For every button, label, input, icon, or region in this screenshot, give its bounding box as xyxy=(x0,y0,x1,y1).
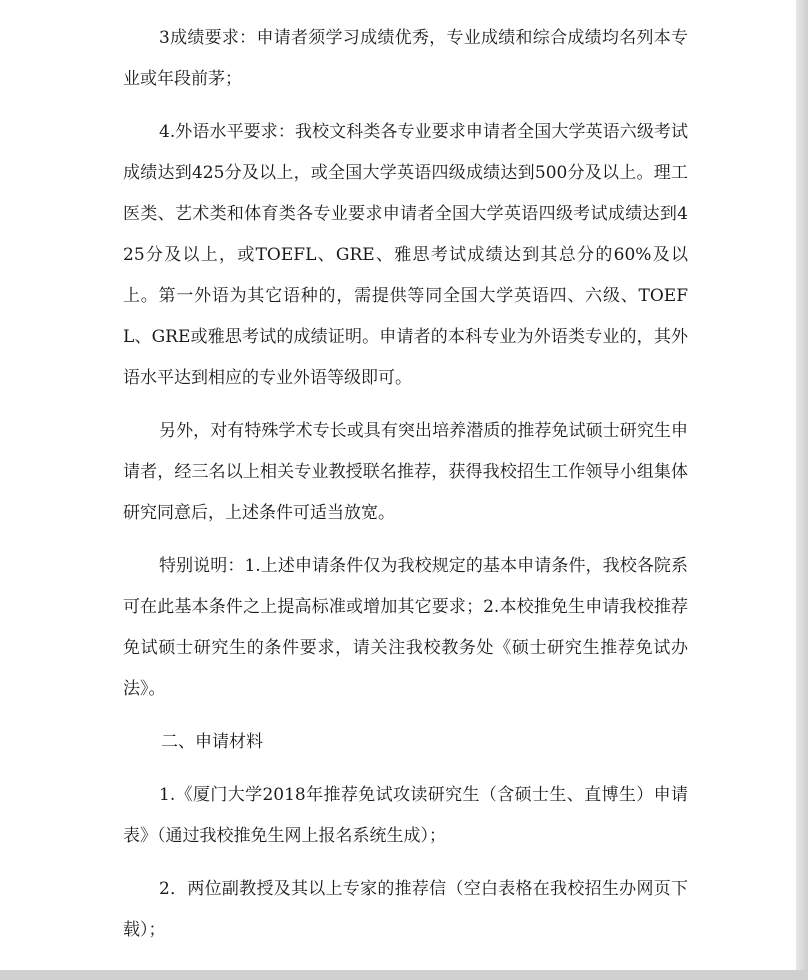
paragraph-grade-requirement: 3成绩要求：申请者须学习成绩优秀，专业成绩和综合成绩均名列本专业或年段前茅； xyxy=(123,28,688,89)
paragraph-material-recommendation-letters: 2．两位副教授及其以上专家的推荐信（空白表格在我校招生办网页下载）； xyxy=(123,879,688,940)
paragraph-language-requirement: 4.外语水平要求：我校文科类各专业要求申请者全国大学英语六级考试成绩达到425分及以上，或全国大学英语四级成绩达到500分及以上。理工医类、艺术类和体育类各专业要求申请者全国大学英语四级考试成绩达到425分及以上，或TOEFL、GRE、雅思考试成绩达到其总分的60%及以上。第一外语为其它语种的，需提供等同全国大学英语四、六级、TOEFL、GRE或雅思考试的成绩证明。申请者的本科专业为外语类专业的，其外语水平达到相应的专业外语等级即可。 xyxy=(123,122,688,388)
paragraph-special-talent: 另外，对有特殊学术专长或具有突出培养潜质的推荐免试硕士研究生申请者，经三名以上相关专业教授联名推荐，获得我校招生工作领导小组集体研究同意后，上述条件可适当放宽。 xyxy=(123,421,688,523)
paragraph-special-note: 特别说明：1.上述申请条件仅为我校规定的基本申请条件，我校各院系可在此基本条件之上提高标准或增加其它要求；2.本校推免生申请我校推荐免试硕士研究生的条件要求，请关注我校教务处《硕士研究生推荐免试办法》。 xyxy=(123,556,688,699)
page-right-edge xyxy=(796,0,808,980)
paragraph-material-application-form: 1.《厦门大学2018年推荐免试攻读研究生（含硕士生、直博生）申请表》（通过我校推免生网上报名系统生成）； xyxy=(123,785,688,846)
document-body xyxy=(123,18,688,951)
section-heading-materials: 二、申请材料 xyxy=(161,732,263,752)
page-bottom-edge xyxy=(0,970,808,980)
